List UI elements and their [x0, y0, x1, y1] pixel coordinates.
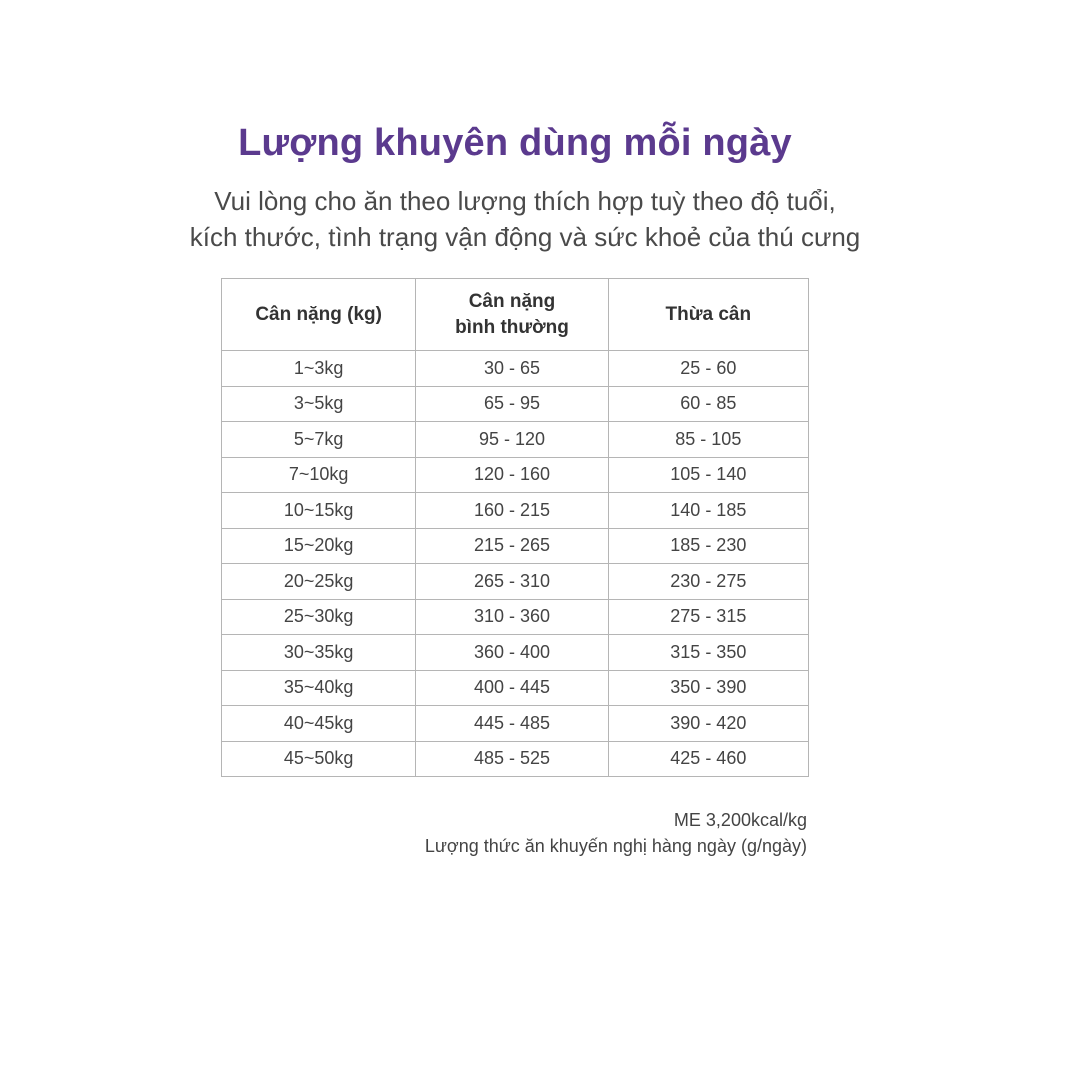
table-row — [222, 635, 809, 671]
header-normal-weight-label: Cân nặng bình thường — [455, 290, 569, 338]
cell-overweight-amount: 315 - 350 — [608, 635, 808, 671]
header-overweight-label: Thừa cân — [665, 303, 752, 325]
cell-weight: 25~30kg — [222, 599, 416, 635]
cell-weight: 40~45kg — [222, 706, 416, 742]
table-row — [222, 386, 809, 422]
cell-weight: 35~40kg — [222, 670, 416, 706]
table-row — [222, 599, 809, 635]
cell-normal-amount: 65 - 95 — [416, 386, 608, 422]
unit-note: Lượng thức ăn khuyến nghị hàng ngày (g/ngày) — [424, 836, 807, 856]
cell-weight: 3~5kg — [222, 386, 416, 422]
table-row — [222, 741, 809, 777]
cell-normal-amount: 265 - 310 — [416, 564, 608, 600]
cell-overweight-amount: 60 - 85 — [608, 386, 808, 422]
header-weight-label: Cân nặng (kg) — [255, 303, 382, 325]
feeding-table — [221, 278, 809, 777]
table-row — [222, 457, 809, 493]
cell-normal-amount: 120 - 160 — [416, 457, 608, 493]
cell-overweight-amount: 85 - 105 — [608, 422, 808, 458]
cell-overweight-amount: 350 - 390 — [608, 670, 808, 706]
subtitle-line-2: kích thước, tình trạng vận động và sức khoẻ của thú cưng — [189, 222, 861, 252]
energy-note: ME 3,200kcal/kg — [673, 810, 807, 830]
feeding-table-body — [222, 351, 809, 777]
cell-weight: 20~25kg — [222, 564, 416, 600]
cell-normal-amount: 310 - 360 — [416, 599, 608, 635]
cell-weight: 1~3kg — [222, 351, 416, 387]
cell-overweight-amount: 275 - 315 — [608, 599, 808, 635]
table-header-row — [222, 279, 809, 351]
cell-weight: 15~20kg — [222, 528, 416, 564]
header-normal-weight — [416, 279, 608, 351]
table-row — [222, 706, 809, 742]
page-title: Lượng khuyên dùng mỗi ngày — [238, 122, 792, 164]
cell-overweight-amount: 140 - 185 — [608, 493, 808, 529]
cell-normal-amount: 160 - 215 — [416, 493, 608, 529]
cell-overweight-amount: 185 - 230 — [608, 528, 808, 564]
cell-overweight-amount: 105 - 140 — [608, 457, 808, 493]
cell-weight: 45~50kg — [222, 741, 416, 777]
cell-overweight-amount: 230 - 275 — [608, 564, 808, 600]
cell-normal-amount: 360 - 400 — [416, 635, 608, 671]
header-weight — [222, 279, 416, 351]
subtitle-line-1: Vui lòng cho ăn theo lượng thích hợp tuỳ theo độ tuổi, — [214, 186, 836, 216]
header-overweight — [608, 279, 808, 351]
cell-normal-amount: 485 - 525 — [416, 741, 608, 777]
cell-normal-amount: 445 - 485 — [416, 706, 608, 742]
cell-overweight-amount: 25 - 60 — [608, 351, 808, 387]
cell-weight: 5~7kg — [222, 422, 416, 458]
feeding-table-header — [222, 279, 809, 351]
table-row — [222, 493, 809, 529]
cell-weight: 7~10kg — [222, 457, 416, 493]
table-row — [222, 528, 809, 564]
cell-normal-amount: 400 - 445 — [416, 670, 608, 706]
cell-normal-amount: 95 - 120 — [416, 422, 608, 458]
cell-overweight-amount: 425 - 460 — [608, 741, 808, 777]
table-row — [222, 564, 809, 600]
cell-normal-amount: 30 - 65 — [416, 351, 608, 387]
cell-weight: 30~35kg — [222, 635, 416, 671]
cell-overweight-amount: 390 - 420 — [608, 706, 808, 742]
table-row — [222, 422, 809, 458]
table-row — [222, 670, 809, 706]
cell-weight: 10~15kg — [222, 493, 416, 529]
table-row — [222, 351, 809, 387]
cell-normal-amount: 215 - 265 — [416, 528, 608, 564]
